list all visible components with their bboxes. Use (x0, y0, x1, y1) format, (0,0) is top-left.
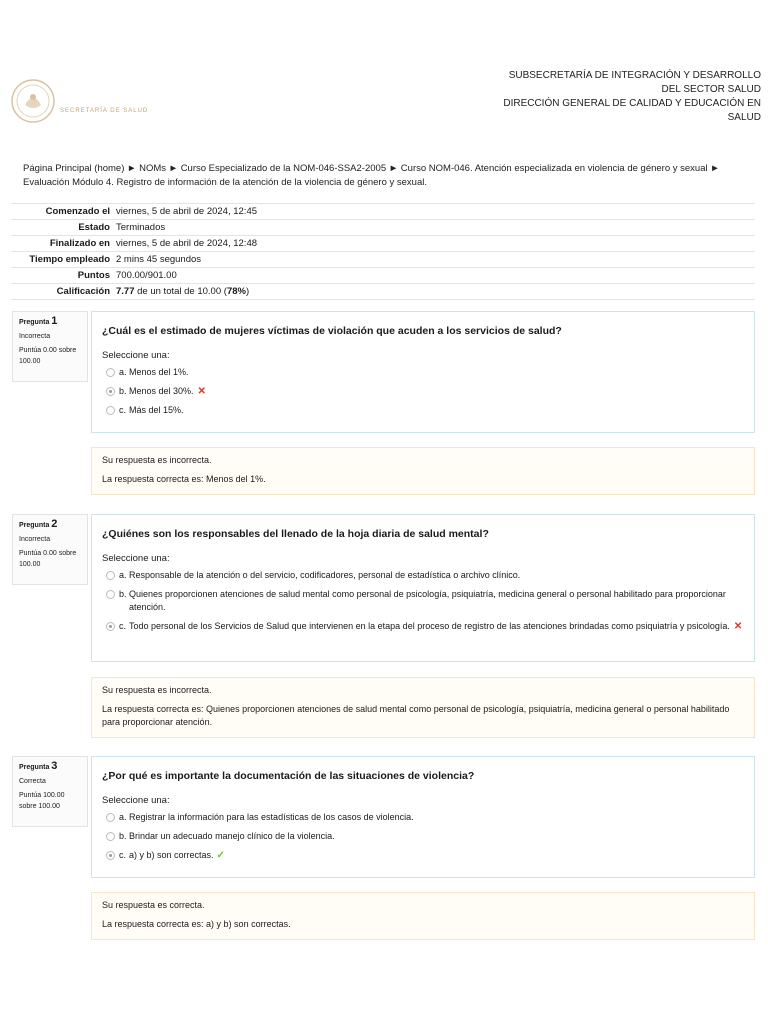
option-letter: b. (119, 831, 127, 841)
question-label: Pregunta (19, 764, 50, 771)
question-text: ¿Por qué es importante la documentación de las situaciones de violencia? (102, 770, 475, 782)
breadcrumb-separator: ► (710, 163, 720, 174)
question-info (12, 311, 88, 382)
question-text: ¿Cuál es el estimado de mujeres víctimas de violación que acuden a los servicios de salud? (102, 325, 562, 337)
summary-row (12, 204, 755, 220)
breadcrumb-separator: ► (127, 163, 137, 174)
breadcrumb-module-link[interactable]: Curso NOM-046. Atención especializada en violencia de género y sexual (400, 163, 708, 174)
summary-label: Finalizado en (49, 238, 110, 249)
breadcrumb-separator: ► (168, 163, 179, 174)
question-points: Puntúa 100.00 sobre 100.00 (19, 792, 65, 810)
question-points: Puntúa 0.00 sobre 100.00 (19, 347, 77, 365)
option-text: a) y b) son correctas. (129, 850, 214, 860)
option-letter: b. (119, 589, 127, 599)
option-text: Menos del 1%. (129, 367, 189, 377)
answer-option[interactable] (102, 811, 744, 824)
breadcrumb-current[interactable]: Evaluación Módulo 4. Registro de información de la atención de la violencia de género y sexual. (23, 177, 427, 188)
breadcrumb (23, 162, 743, 190)
feedback-box (91, 677, 755, 738)
institution-line: DEL SECTOR SALUD (661, 84, 761, 95)
feedback-box (91, 447, 755, 495)
radio-button[interactable] (106, 571, 115, 580)
question-content (91, 756, 755, 878)
option-letter: c. (119, 621, 127, 631)
question-state: Incorrecta (19, 333, 51, 340)
option-letter: c. (119, 405, 127, 415)
summary-label: Calificación (56, 286, 110, 297)
feedback-correct-answer: La respuesta correcta es: a) y b) son correctas. (102, 919, 291, 929)
summary-value: viernes, 5 de abril de 2024, 12:48 (116, 238, 258, 249)
radio-button-selected[interactable] (106, 851, 115, 860)
grade-score: 7.77 (116, 286, 135, 297)
radio-button[interactable] (106, 813, 115, 822)
feedback-correct-answer: La respuesta correcta es: Quienes proporcionen atenciones de salud mental como personal de psicología, psiquiatría, medicina general o personal habilitado para proporcionar atención. (102, 704, 730, 727)
answer-option[interactable] (102, 849, 744, 862)
radio-button[interactable] (106, 590, 115, 599)
summary-label: Comenzado el (45, 206, 110, 217)
correct-check-icon: ✓ (216, 850, 225, 861)
institution-line: SUBSECRETARÍA DE INTEGRACIÓN Y DESARROLLO (508, 70, 761, 81)
question-content (91, 311, 755, 433)
grade-percent: 78% (226, 286, 246, 297)
incorrect-icon: ✕ (733, 621, 743, 632)
answer-option[interactable] (102, 385, 744, 398)
attempt-summary-table (12, 203, 755, 300)
option-text: Quienes proporcionen atenciones de salud mental como personal de psicología, psiquiatría, medicina general o personal habilitado para proporcionar atención. (129, 589, 726, 612)
question-info (12, 756, 88, 827)
page-header (0, 60, 768, 140)
answer-option[interactable] (102, 404, 744, 417)
option-text: Responsable de la atención o del servicio, codificadores, personal de estadística o archivo clínico. (129, 570, 521, 580)
grade-value (116, 284, 755, 300)
radio-button[interactable] (106, 832, 115, 841)
feedback-result: Su respuesta es incorrecta. (102, 685, 212, 695)
answer-option[interactable] (102, 830, 744, 843)
question-state: Incorrecta (19, 536, 51, 543)
breadcrumb-home-link[interactable]: Página Principal (home) (23, 163, 125, 174)
summary-label: Tiempo empleado (29, 254, 110, 265)
institution-name (441, 69, 761, 125)
summary-row (12, 268, 755, 284)
summary-row-grade (12, 284, 755, 300)
summary-value: 2 mins 45 segundos (116, 254, 202, 265)
breadcrumb-course-link[interactable]: Curso Especializado de la NOM-046-SSA2-2005 (180, 163, 387, 174)
question-label: Pregunta (19, 522, 50, 529)
radio-button[interactable] (106, 406, 115, 415)
summary-label: Estado (78, 222, 110, 233)
feedback-result: Su respuesta es incorrecta. (102, 455, 212, 465)
summary-label: Puntos (77, 270, 110, 281)
option-letter: a. (119, 812, 127, 822)
option-letter: a. (119, 367, 127, 377)
answer-option[interactable] (102, 569, 744, 582)
answer-option[interactable] (102, 366, 744, 379)
option-letter: b. (119, 386, 127, 396)
summary-value: Terminados (116, 222, 166, 233)
radio-button-selected[interactable] (106, 622, 115, 631)
question-info (12, 514, 88, 585)
institution-line: DIRECCIÓN GENERAL DE CALIDAD Y EDUCACIÓN EN (503, 98, 761, 109)
question-state: Correcta (19, 778, 46, 785)
answer-prompt: Seleccione una: (102, 553, 170, 564)
breadcrumb-noms-link[interactable]: NOMs (139, 163, 166, 174)
feedback-correct-answer: La respuesta correcta es: Menos del 1%. (102, 474, 266, 484)
answer-prompt: Seleccione una: (102, 795, 170, 806)
feedback-box (91, 892, 755, 940)
option-text: Brindar un adecuado manejo clínico de la violencia. (129, 831, 335, 841)
breadcrumb-separator: ► (388, 163, 399, 174)
government-seal-logo (10, 78, 56, 124)
question-number: 1 (51, 315, 58, 327)
grade-total: de un total de 10.00 ( (134, 286, 227, 297)
option-text: Menos del 30%. (129, 386, 194, 396)
question-content (91, 514, 755, 662)
summary-row (12, 220, 755, 236)
option-text: Todo personal de los Servicios de Salud que intervienen en la etapa del proceso de registro de las atenciones brindadas como psiquiatría y psicología. (129, 621, 730, 631)
radio-button-selected[interactable] (106, 387, 115, 396)
question-number: 2 (51, 518, 58, 530)
option-letter: a. (119, 570, 127, 580)
logo-text: SECRETARÍA DE SALUD (60, 108, 149, 114)
option-text: Más del 15%. (129, 405, 184, 415)
answer-prompt: Seleccione una: (102, 350, 170, 361)
radio-button[interactable] (106, 368, 115, 377)
summary-row (12, 252, 755, 268)
answer-option[interactable] (102, 620, 744, 633)
option-letter: c. (119, 850, 127, 860)
question-points: Puntúa 0.00 sobre 100.00 (19, 550, 77, 568)
answer-option[interactable] (102, 588, 744, 614)
question-text: ¿Quiénes son los responsables del llenado de la hoja diaria de salud mental? (102, 528, 489, 540)
question-number: 3 (51, 760, 58, 772)
summary-value: 700.00/901.00 (116, 270, 177, 281)
question-label: Pregunta (19, 319, 50, 326)
grade-end: ) (245, 286, 250, 297)
summary-row (12, 236, 755, 252)
incorrect-icon: ✕ (197, 386, 206, 397)
feedback-result: Su respuesta es correcta. (102, 900, 205, 910)
summary-value: viernes, 5 de abril de 2024, 12:45 (116, 206, 258, 217)
option-text: Registrar la información para las estadísticas de los casos de violencia. (129, 812, 414, 822)
institution-line: SALUD (727, 112, 761, 123)
